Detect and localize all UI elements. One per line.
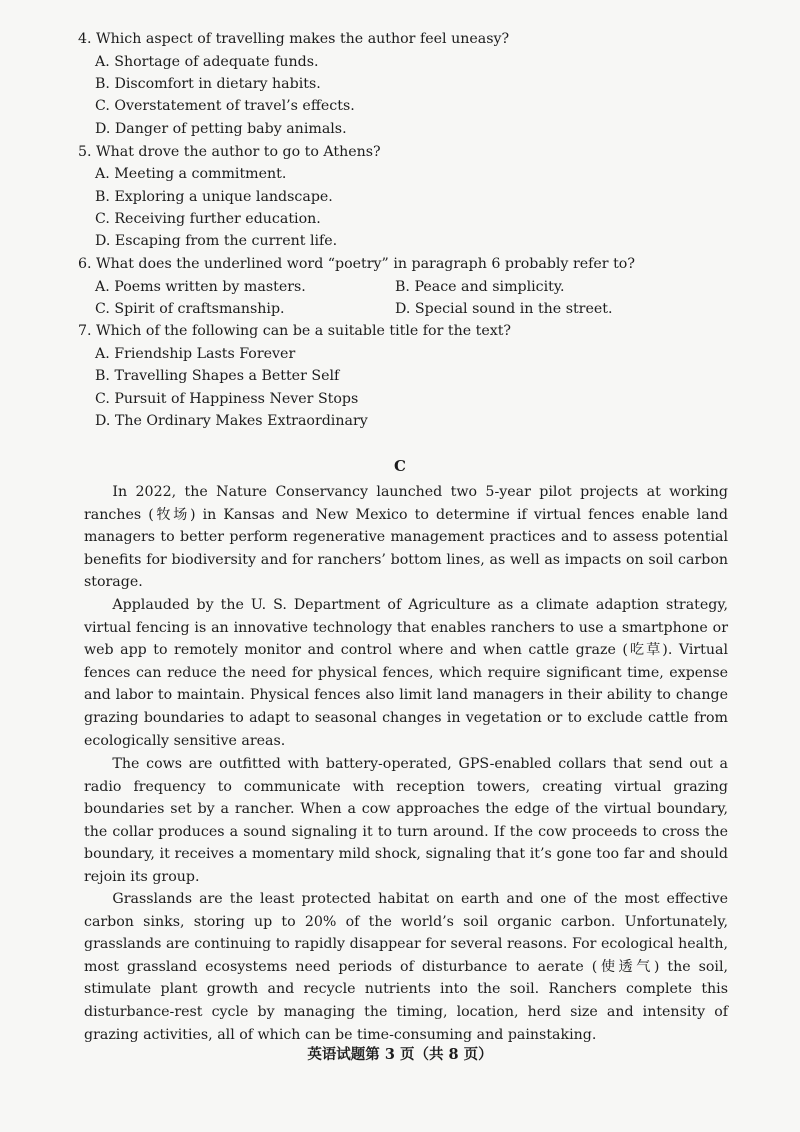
question-6-stem: 6. What does the underlined word “poetry” in paragraph 6 probably refer to? [78, 256, 635, 272]
passage-paragraph-1: In 2022, the Nature Conservancy launched two 5-year pilot projects at working ranches (牧场) in Kansas and New Mexico to determine if virtual fences enable land managers to better perform regenerative management practices and to assess potential benefits for biodiversity and for ranchers’ bottom lines, as well as impacts on soil carbon storage. [84, 484, 728, 591]
question-5-option-b: B. Exploring a unique landscape. [95, 189, 333, 205]
question-6-option-c: C. Spirit of craftsmanship. [95, 301, 285, 317]
passage-paragraph-3: The cows are outfitted with battery-operated, GPS-enabled collars that send out a radio frequency to communicate with reception towers, creating virtual grazing boundaries set by a rancher. When a cow approaches the edge of the virtual boundary, the collar produces a sound signaling it to turn around. If the cow proceeds to cross the boundary, it receives a momentary mild shock, signaling that it’s gone too far and should rejoin its group. [84, 756, 728, 885]
question-6-option-d: D. Special sound in the street. [395, 301, 613, 317]
question-4-option-c: C. Overstatement of travel’s effects. [95, 98, 355, 114]
passage-paragraph-4: Grasslands are the least protected habitat on earth and one of the most effective carbon sinks, storing up to 20% of the world’s soil organic carbon. Unfortunately, grasslands are continuing to rapidly disappear for several reasons. For ecological health, most grassland ecosystems need periods of disturbance to aerate (使透气) the soil, stimulate plant growth and recycle nutrients into the soil. Ranchers complete this disturbance-rest cycle by managing the timing, location, herd size and intensity of grazing activities, all of which can be time-consuming and painstaking. [84, 891, 728, 1043]
question-4-option-a: A. Shortage of adequate funds. [95, 54, 319, 70]
section-title: C [394, 457, 406, 475]
question-7-option-a: A. Friendship Lasts Forever [95, 346, 296, 362]
question-7-option-c: C. Pursuit of Happiness Never Stops [95, 391, 359, 407]
question-4-option-d: D. Danger of petting baby animals. [95, 121, 347, 137]
question-5-option-c: C. Receiving further education. [95, 211, 321, 227]
question-7-option-b: B. Travelling Shapes a Better Self [95, 368, 340, 384]
question-6-option-a: A. Poems written by masters. [95, 279, 306, 295]
question-7-option-d: D. The Ordinary Makes Extraordinary [95, 413, 368, 429]
question-4-stem: 4. Which aspect of travelling makes the author feel uneasy? [78, 31, 510, 47]
question-5-option-a: A. Meeting a commitment. [95, 166, 287, 182]
question-5-stem: 5. What drove the author to go to Athens? [78, 144, 381, 160]
passage-paragraph-2: Applauded by the U. S. Department of Agriculture as a climate adaption strategy, virtual fencing is an innovative technology that enables ranchers to use a smartphone or web app to remotely monitor and control where and when cattle graze (吃草). Virtual fences can reduce the need for physical fences, which require significant time, expense and labor to maintain. Physical fences also limit land managers in their ability to change grazing boundaries to adapt to seasonal changes in vegetation or to exclude cattle from ecologically sensitive areas. [84, 597, 728, 749]
question-7-stem: 7. Which of the following can be a suitable title for the text? [78, 323, 512, 339]
question-6-option-b: B. Peace and simplicity. [395, 279, 565, 295]
question-4-option-b: B. Discomfort in dietary habits. [95, 76, 321, 92]
question-5-option-d: D. Escaping from the current life. [95, 233, 338, 249]
page-footer: 英语试题第 3 页（共 8 页） [307, 1046, 493, 1063]
